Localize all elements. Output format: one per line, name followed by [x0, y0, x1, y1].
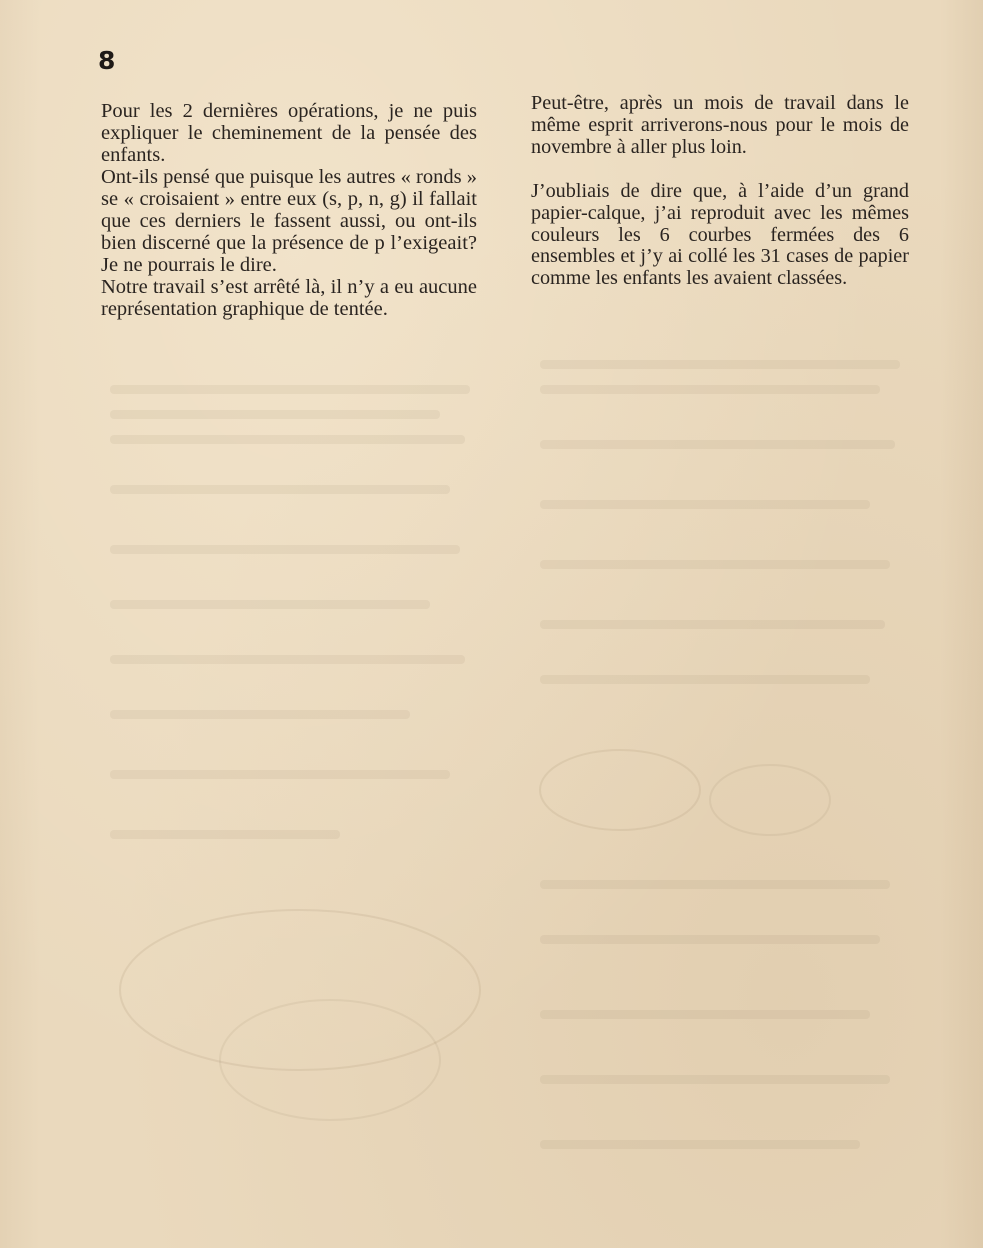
page-number: 8 [98, 46, 116, 75]
paragraph: Notre travail s’est arrêté là, il n’y a eu aucune représentation graphique de tentée. [101, 276, 477, 320]
paragraph: Ont-ils pensé que puisque les autres « ronds » se « croisaient » entre eux (s, p, n, g) il fallait que ces derniers le fassent aussi, ou ont-ils bien discerné que la présence de p l’exigeait? Je ne pourrais le dire. [101, 166, 477, 276]
left-column [101, 100, 477, 320]
paragraph: Pour les 2 dernières opérations, je ne puis expliquer le cheminement de la pensée des enfants. [101, 100, 477, 166]
right-column [531, 93, 909, 290]
paragraph: J’oubliais de dire que, à l’aide d’un grand papier-calque, j’ai reproduit avec les mêmes couleurs les 6 courbes fermées des 6 ensembles et j’y ai collé les 31 cases de papier comme les enfants les avaient classées. [531, 179, 909, 290]
paragraph-spacer [531, 159, 909, 181]
paragraph: Peut-être, après un mois de travail dans le même esprit arriverons-nous pour le mois de novembre à aller plus loin. [531, 92, 909, 158]
